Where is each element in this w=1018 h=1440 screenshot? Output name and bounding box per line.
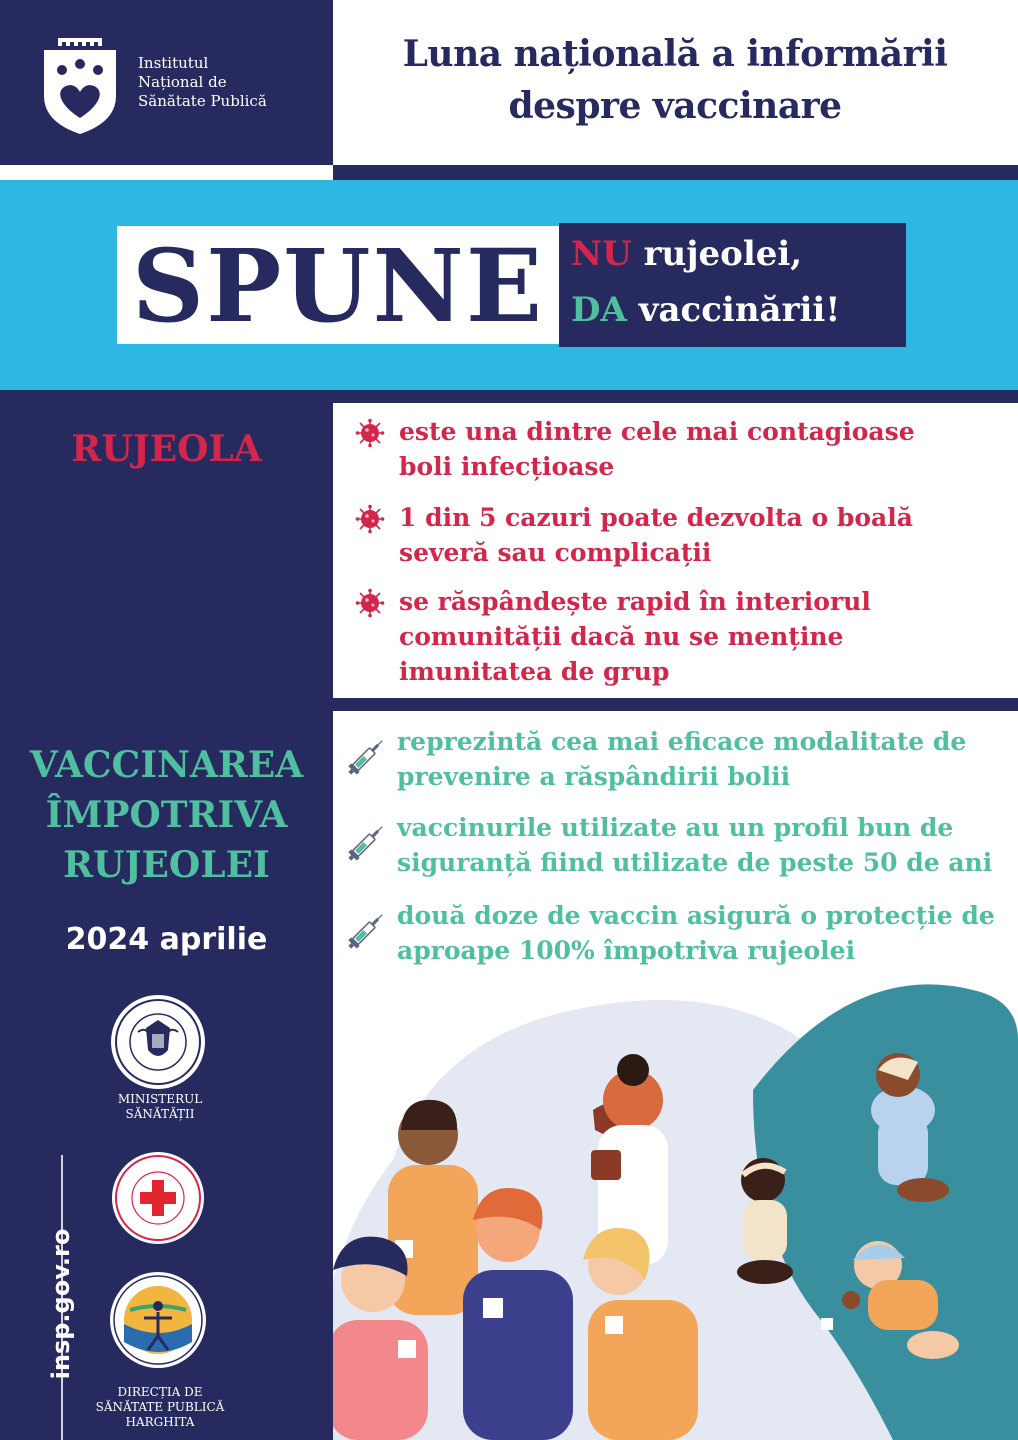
rujeola-fact [355, 414, 1005, 484]
fact-line: comunității dacă nu se menține [399, 622, 844, 651]
vaccination-title-line: ÎMPOTRIVA [45, 794, 288, 836]
slogan-line-yes [571, 290, 840, 330]
people-illustration [333, 980, 1018, 1440]
fact-line: este una dintre cele mai contagioase [399, 417, 915, 446]
fact-line: reprezintă cea mai eficace modalitate de [397, 727, 967, 756]
rujeola-fact [355, 584, 1005, 689]
dsp-label [60, 1385, 260, 1430]
website-url[interactable] [16, 1220, 106, 1380]
syringe-icon [345, 910, 387, 952]
fact-line: severă sau complicații [399, 538, 712, 567]
vaccination-fact [345, 810, 1010, 880]
slogan-highlight-yes: DA [571, 290, 627, 330]
virus-icon [355, 418, 385, 448]
dsp-label-line: DIRECȚIA DE [117, 1385, 203, 1399]
insp-logo-icon [40, 36, 120, 136]
rujeola-title: RUJEOLA [71, 428, 262, 470]
page-title-line: despre vaccinare [508, 85, 842, 127]
rujeola-fact [355, 500, 1005, 570]
institution-name-line: Institutul [138, 54, 209, 72]
institution-name-line: Sănătate Publică [138, 92, 267, 110]
fact-line: vaccinurile utilizate au un profil bun de [397, 813, 954, 842]
page-title [340, 28, 1010, 132]
dsp-seal-icon [108, 1262, 208, 1382]
syringe-icon [345, 736, 387, 778]
fact-line: siguranță fiind utilizate de peste 50 de ani [397, 848, 993, 877]
fact-line: două doze de vaccin asigură o protecție de [397, 901, 995, 930]
divider-band [0, 698, 1018, 711]
syringe-icon [345, 822, 387, 864]
vaccination-fact [345, 898, 1010, 968]
slogan-highlight-no: NU [571, 234, 632, 274]
institution-name-line: Național de [138, 73, 227, 91]
vaccination-fact [345, 724, 1010, 794]
vaccination-title-line: VACCINAREA [29, 744, 304, 786]
virus-icon [355, 504, 385, 534]
website-text[interactable]: insp.gov.ro [47, 1228, 75, 1380]
campaign-date: 2024 aprilie [65, 922, 268, 957]
baby-figure [737, 1158, 793, 1284]
ministry-label-line: MINISTERUL [117, 1092, 203, 1106]
fact-line: imunitatea de grup [399, 657, 670, 686]
slogan-text: vaccinării! [626, 290, 841, 330]
divider-band [333, 165, 1018, 180]
vaccination-title [0, 740, 333, 890]
virus-icon [355, 588, 385, 618]
ministry-label-line: SĂNĂTĂȚII [125, 1107, 195, 1121]
slogan-line-no [571, 234, 802, 274]
government-seal-icon [108, 992, 208, 1092]
dsp-label-line: HARGHITA [125, 1415, 195, 1429]
fact-line: se răspândește rapid în interiorul [399, 587, 871, 616]
red-cross-seal-icon [110, 1150, 206, 1246]
slogan-main-word: SPUNE [131, 227, 545, 345]
slogan-text: rujeolei, [631, 234, 803, 274]
page-title-line: Luna națională a informării [402, 33, 948, 75]
fact-line: aproape 100% împotriva rujeolei [397, 936, 856, 965]
vaccination-title-line: RUJEOLEI [63, 844, 270, 886]
divider-band [0, 390, 1018, 403]
ministry-label [100, 1092, 220, 1122]
institution-name [138, 54, 328, 111]
fact-line: 1 din 5 cazuri poate dezvolta o boală [399, 503, 913, 532]
fact-line: prevenire a răspândirii bolii [397, 762, 791, 791]
fact-line: boli infecțioase [399, 452, 615, 481]
dsp-label-line: SĂNĂTATE PUBLICĂ [95, 1400, 225, 1414]
